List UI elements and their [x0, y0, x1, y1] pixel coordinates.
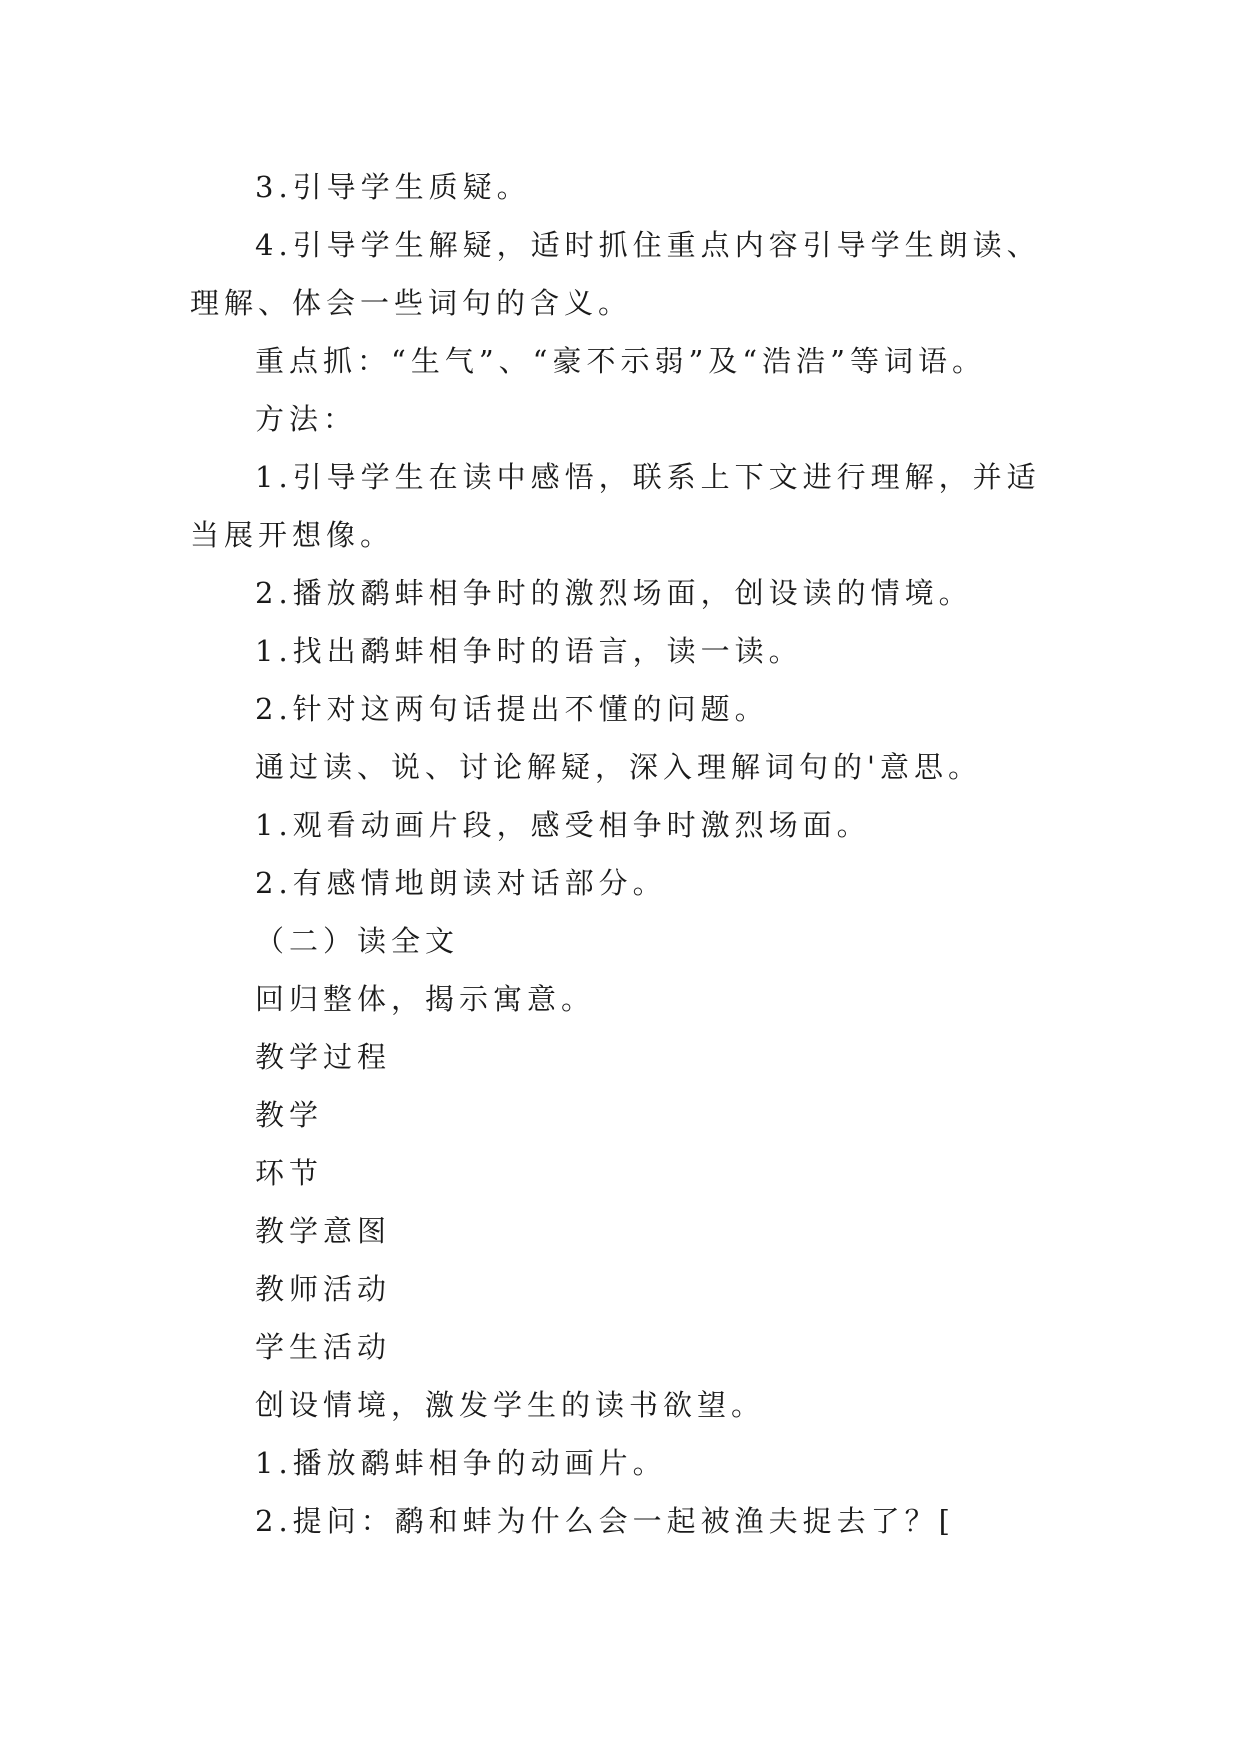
table-label-stage: 环节 — [255, 1156, 324, 1190]
paragraph-create-scene: 创设情境，激发学生的读书欲望。 — [255, 1388, 766, 1422]
table-label-intent: 教学意图 — [255, 1214, 392, 1248]
document-body — [190, 158, 1060, 1550]
table-label-student-activity: 学生活动 — [255, 1330, 392, 1364]
paragraph-step-3: 3.引导学生质疑。 — [255, 170, 531, 204]
paragraph-summary: 回归整体，揭示寓意。 — [255, 982, 596, 1016]
section-heading-read-full-text: （二）读全文 — [255, 924, 460, 958]
paragraph-method-heading: 方法： — [255, 402, 358, 436]
paragraph-activity-2: 2.有感情地朗读对话部分。 — [255, 866, 667, 900]
paragraph-question: 2.提问：鹬和蚌为什么会一起被渔夫捉去了？[ — [255, 1504, 955, 1538]
paragraph-key-words: 重点抓：“生气”、“豪不示弱”及“浩浩”等词语。 — [255, 344, 986, 378]
table-label-teaching: 教学 — [255, 1098, 324, 1132]
paragraph-student-1: 1.找出鹬蚌相争时的语言，读一读。 — [255, 634, 803, 668]
paragraph-method-1: 1.引导学生在读中感悟，联系上下文进行理解，并适当展开想像。 — [190, 460, 1041, 552]
paragraph-student-2: 2.针对这两句话提出不懂的问题。 — [255, 692, 769, 726]
paragraph-activity-1: 1.观看动画片段，感受相争时激烈场面。 — [255, 808, 871, 842]
paragraph-method-2: 2.播放鹬蚌相争时的激烈场面，创设读的情境。 — [255, 576, 973, 610]
table-label-teacher-activity: 教师活动 — [255, 1272, 392, 1306]
paragraph-step-4: 4.引导学生解疑，适时抓住重点内容引导学生朗读、理解、体会一些词句的含义。 — [190, 228, 1041, 320]
paragraph-intent: 通过读、说、讨论解疑，深入理解词句的'意思。 — [255, 750, 982, 784]
table-label-process: 教学过程 — [255, 1040, 392, 1074]
paragraph-play-animation: 1.播放鹬蚌相争的动画片。 — [255, 1446, 667, 1480]
